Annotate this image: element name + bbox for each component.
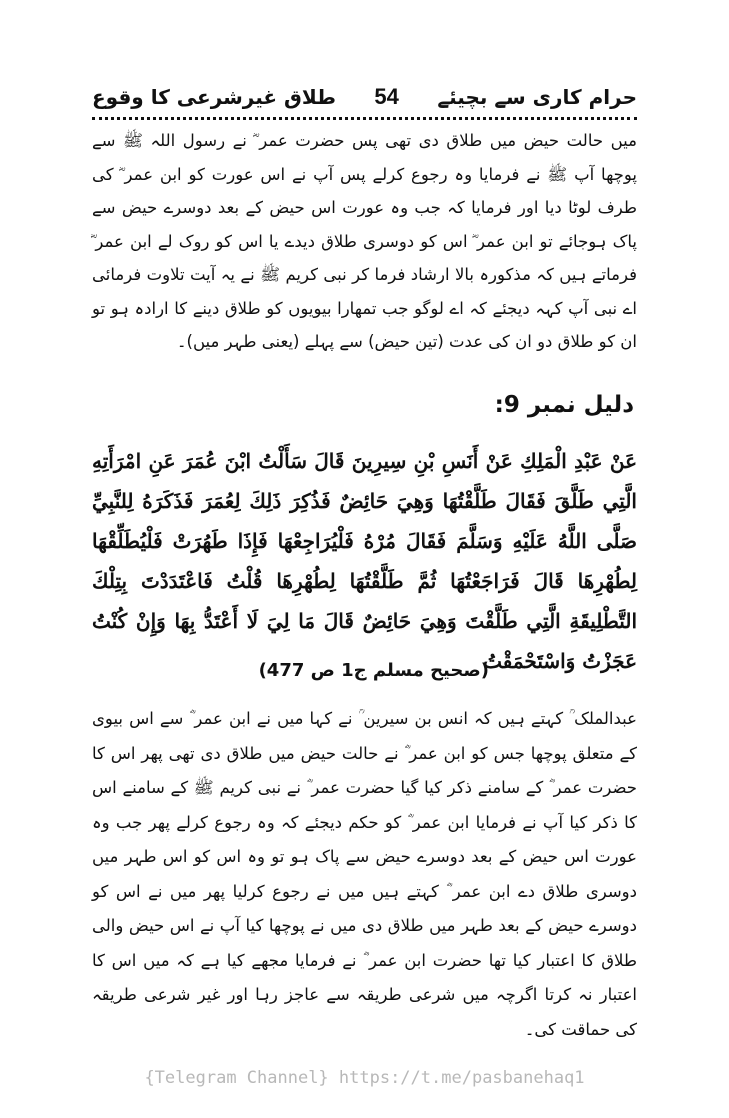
header-divider bbox=[92, 117, 637, 120]
page-number: 54 bbox=[374, 84, 399, 109]
header-title-right: حرام کاری سے بچیئے bbox=[437, 85, 637, 109]
telegram-watermark: {Telegram Channel} https://t.me/pasbanehaq1 bbox=[144, 1068, 585, 1088]
urdu-paragraph-1: میں حالت حیض میں طلاق دی تھی پس حضرت عمر ؓ نے رسول اللہ ﷺ سے پوچھا آپ ﷺ نے فرمایا وہ رجوع کرلے پس آپ نے اس عورت کو ابن عمر ؓ کی طرف لوٹا دیا اور فرمایا کہ جب وہ عورت اس حیض کے بعد دوسرے حیض سے پاک ہوجائے تو ابن عمر ؓ اس کو دوسری طلاق دیدے یا اس کو روک لے ابن عمر ؓ فرماتے ہیں کہ مذکورہ بالا ارشاد فرما کر نبی کریم ﷺ نے یہ آیت تلاوت فرمائی اے نبی آپ کہہ دیجئے کہ اے لوگو جب تمھارا بیویوں کو طلاق دینے کا ارادہ ہو تو ان کو طلاق دو ان کی عدت (تین حیض) سے پہلے (یعنی طہر میں)۔ bbox=[92, 131, 637, 351]
header-title-left: طلاق غیرشرعی کا وقوع bbox=[92, 85, 336, 109]
page-header bbox=[92, 82, 637, 112]
evidence-heading: دلیل نمبر 9: bbox=[494, 392, 634, 418]
hadith-reference: (صحیح مسلم ج1 ص 477) bbox=[258, 660, 489, 681]
arabic-hadith-text: عَنْ عَبْدِ الْمَلِكِ عَنْ أَنَسِ بْنِ سِيرِينَ قَالَ سَأَلْتُ ابْنَ عُمَرَ عَنِ امْرَأَتِهِ الَّتِي طَلَّقَ فَقَالَ طَلَّقْتُهَا وَهِيَ حَائِضٌ فَذُكِرَ ذَلِكَ لِعُمَرَ فَذَكَرَهُ لِلنَّبِيِّ صَلَّى اللَّهُ عَلَيْهِ وَسَلَّمَ فَقَالَ مُرْهُ فَلْيُرَاجِعْهَا فَإِذَا طَهُرَتْ فَلْيُطَلِّقْهَا لِطُهْرِهَا قَالَ فَرَاجَعْتُهَا ثُمَّ طَلَّقْتُهَا لِطُهْرِهَا قُلْتُ فَاعْتَدَدْتَ بِتِلْكَ التَّطْلِيقَةِ الَّتِي طَلَّقْتَ وَهِيَ حَائِضٌ قَالَ مَا لِيَ لَا أَعْتَدُّ بِهَا وَإِنْ كُنْتُ عَجَزْتُ وَاسْتَحْمَقْتُ bbox=[92, 449, 637, 673]
urdu-paragraph-2: عبدالملک ؒ کہتے ہیں کہ انس بن سیرین ؒ نے کہا میں نے ابن عمر ؓ سے اس بیوی کے متعلق پوچھا جس کو ابن عمر ؓ نے حالت حیض میں طلاق دی تھی پھر اس کا حضرت عمر ؓ کے سامنے ذکر کیا گیا حضرت عمر ؓ نے نبی کریم ﷺ کے سامنے اس کا ذکر کیا آپ نے فرمایا ابن عمر ؓ کو حکم دیجئے کہ وہ رجوع کرلے پھر جب وہ عورت اس حیض کے بعد دوسرے حیض سے پاک ہو تو وہ اس کو اس طہر میں دوسری طلاق دے ابن عمر ؓ کہتے ہیں میں نے رجوع کرلیا پھر میں نے اس کو دوسرے حیض کے بعد طہر میں طلاق دی میں نے پوچھا کیا آپ نے اس حیض والی طلاق کا اعتبار کیا تھا حضرت ابن عمر ؓ نے فرمایا مجھے کیا ہے کہ میں اس کا اعتبار نہ کرتا اگرچہ میں شرعی طریقہ سے عاجز رہا اور غیر شرعی طریقہ کی حماقت کی۔ bbox=[92, 709, 637, 1039]
